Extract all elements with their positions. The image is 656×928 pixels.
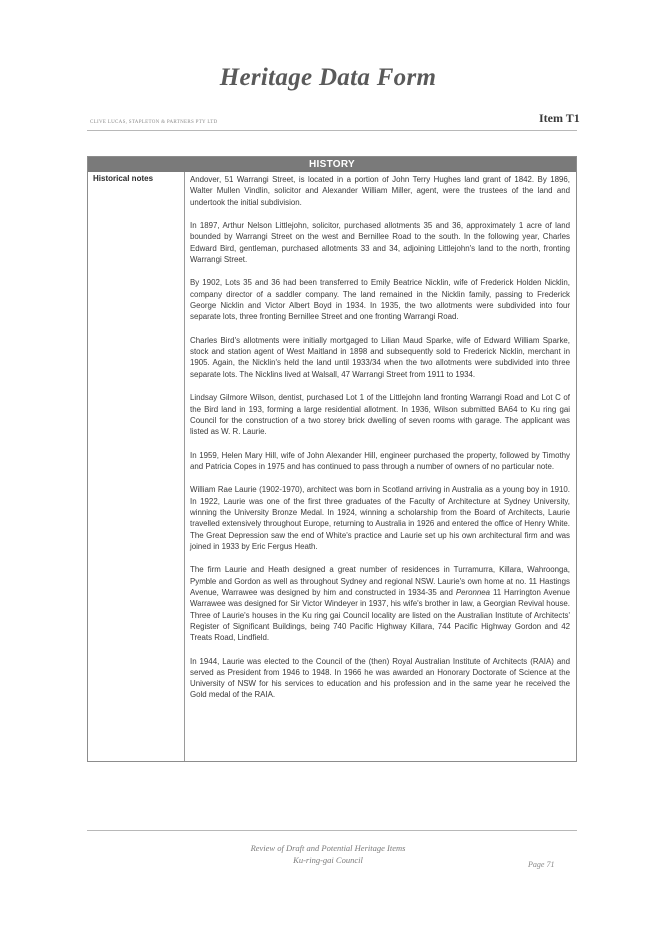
- historical-notes-content: [185, 172, 576, 761]
- page-number: Page 71: [528, 860, 555, 869]
- footer: [0, 842, 656, 866]
- house-name: Peronnea: [455, 587, 491, 597]
- footer-council: Ku-ring-gai Council: [293, 855, 363, 865]
- history-paragraph-firm: [190, 564, 570, 643]
- item-number: Item T1: [539, 111, 580, 125]
- history-header: HISTORY: [88, 157, 576, 172]
- history-paragraph: In 1944, Laurie was elected to the Council of the (then) Royal Australian Institute of Architects (RAIA) and served as President from 1946 to 1948. In 1966 he was awarded an Honorary Doctorate of Science at the University of NSW for his services to education and his profession and in the same year he received the Gold medal of the RAIA.: [190, 656, 570, 700]
- organisation-line: CLIVE LUCAS, STAPLETON & PARTNERS PTY LTD: [90, 120, 218, 125]
- history-paragraph: By 1902, Lots 35 and 36 had been transferred to Emily Beatrice Nicklin, wife of Frederick Holden Nicklin, company director of a saddler company. The land remained in the Nicklin family, passing to Frederick George Nicklin and Victor Albert Boyd in 1934. In 1935, the two allotments were subdivided into four separate lots, three fronting Bernillee Street and one fronting Warrangi Road.: [190, 278, 570, 322]
- footer-divider: [87, 830, 577, 831]
- firm-text-before: The firm Laurie and Heath designed a great number of residences in Turramurra, Killara, Wahroonga, Pymble and Gordon as well as throughout Sydney and regional NSW. Laurie's own home at no. 11 Hastings Avenue, Warrawee was designed by him and constructed in 1934-35 and: [190, 565, 570, 597]
- history-table: [87, 156, 577, 762]
- history-paragraph: In 1897, Arthur Nelson Littlejohn, solicitor, purchased allotments 35 and 36, approximately 1 acre of land bounded by Warrangi Street on the west and Bernillee Road to the south. In the following year, Charles Edward Bird, gentleman, purchased allotments 33 and 34, adjoining Littlejohn's land to the north, fronting Warrangi Street.: [190, 221, 570, 264]
- document-title: Heritage Data Form: [219, 64, 437, 91]
- footer-report-title: Review of Draft and Potential Heritage Items: [250, 843, 406, 853]
- history-paragraph: Charles Bird's allotments were initially mortgaged to Lilian Maud Sparke, wife of Edward William Sparke, stock and station agent of West Maitland in 1898 and subsequently sold to Frederick Nicklin, merchant in 1905. Again, the Nicklin's held the land until 1933/34 when the two allotments were subdivided into three separate lots. The Nicklins lived at Walsall, 47 Warrangi Street from 1911 to 1934.: [190, 335, 570, 379]
- history-paragraph: William Rae Laurie (1902-1970), architect was born in Scotland arriving in Australia as a young boy in 1910. In 1922, Laurie was one of the first three graduates of the Faculty of Architecture at Sydney University, winning the University Bronze Medal. In 1924, winning a scholarship from the Board of Architects, Laurie travelled extensively throughout Europe, returning to Australia in 1926 and entered the office of Henry White. The Great Depression saw the end of White's practice and Laurie set up his own architectural firm and was joined in 1933 by Eric Fergus Heath.: [190, 485, 570, 551]
- history-paragraph: Andover, 51 Warrangi Street, is located in a portion of John Terry Hughes land grant of 1842. By 1896, Walter Mullen Vindlin, solicitor and Alexander William Miller, agent, were the trustees of the land and undertook the initial subdivision.: [190, 175, 570, 207]
- history-paragraph: Lindsay Gilmore Wilson, dentist, purchased Lot 1 of the Littlejohn land fronting Warrangi Road and Lot C of the Bird land in 193, forming a large residential allotment. In 1936, Wilson submitted BA64 to Ku ring gai Council for the construction of a two storey brick dwelling of seven rooms with garage. The applicant was listed as W. R. Laurie.: [190, 393, 570, 437]
- history-paragraph: In 1959, Helen Mary Hill, wife of John Alexander Hill, engineer purchased the property, followed by Timothy and Patricia Copes in 1975 and has continued to pass through a number of owners of no particular note.: [190, 450, 570, 471]
- firm-text-after: 11 Harrington Avenue Warrawee was designed for Sir Victor Windeyer in 1937, his wife's brother in law, a Georgian Revival house. Three of Laurie's houses in the Ku ring gai Council locality are listed on the Australian Institute of Architects' Register of Significant Buildings, being 740 Pacific Highway Killara, 744 Pacific Highway Gordon and 42 Treats Road, Lindfield.: [190, 587, 570, 643]
- header-divider: [87, 130, 577, 131]
- historical-notes-row: [88, 172, 576, 761]
- historical-notes-label: Historical notes: [88, 172, 185, 761]
